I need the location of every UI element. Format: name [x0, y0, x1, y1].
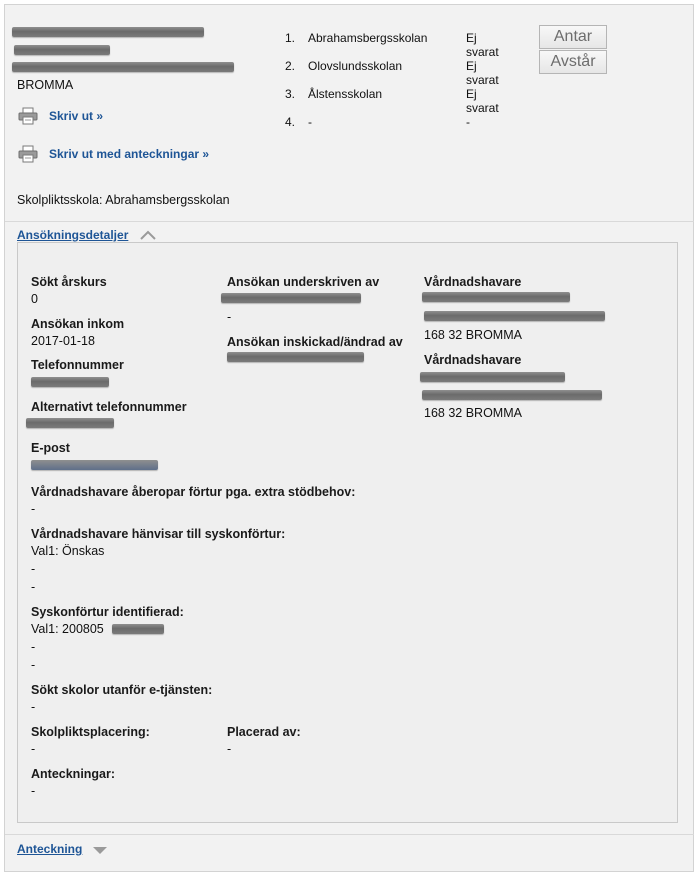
- redacted-guardian1-address: [424, 311, 605, 321]
- redacted-guardian1-name: [422, 292, 570, 302]
- redacted-signed-name: [221, 293, 361, 303]
- choice-number: 3.: [285, 87, 296, 101]
- choice-number: 2.: [285, 59, 296, 73]
- outside-value: -: [31, 700, 36, 714]
- guardian1-label: Vårdnadshavare: [424, 275, 522, 289]
- printer-icon: [18, 145, 38, 163]
- sibling-ref-value: -: [31, 562, 36, 576]
- outside-label: Sökt skolor utanför e-tjänsten:: [31, 683, 213, 697]
- redacted-sibling-id: [112, 624, 164, 634]
- choice-school: Olovslundsskolan: [308, 59, 403, 73]
- notes-value: -: [31, 784, 36, 798]
- guardian2-city: 168 32 BROMMA: [424, 406, 522, 420]
- redacted-alt-phone: [26, 418, 114, 428]
- choice-number: 4.: [285, 115, 296, 129]
- redacted-guardian2-name: [420, 372, 565, 382]
- notes-label: Anteckningar:: [31, 767, 116, 781]
- priority-extra-label: Vårdnadshavare åberopar förtur pga. extra stödbehov:: [31, 485, 356, 499]
- choice-status: Ej svarat: [466, 31, 499, 59]
- choice-school: -: [308, 115, 312, 129]
- notes-section-toggle[interactable]: Anteckning: [17, 842, 83, 856]
- alt-phone-label: Alternativt telefonnummer: [31, 400, 187, 414]
- sibling-id-label: Syskonförtur identifierad:: [31, 605, 184, 619]
- applicant-city: BROMMA: [17, 78, 74, 92]
- compulsory-school: Skolpliktsskola: Abrahamsbergsskolan: [17, 193, 230, 207]
- choice-number: 1.: [285, 31, 296, 45]
- chevron-up-icon[interactable]: [139, 230, 157, 240]
- placement-label: Skolpliktsplacering:: [31, 725, 150, 739]
- grade-label: Sökt årskurs: [31, 275, 107, 289]
- signed-label: Ansökan underskriven av: [227, 275, 380, 289]
- choice-status: Ej svarat: [466, 87, 499, 115]
- placement-value: -: [31, 742, 36, 756]
- sibling-id-value: -: [31, 658, 36, 672]
- sibling-ref-value: Val1: Önskas: [31, 544, 105, 558]
- sibling-ref-label: Vårdnadshavare hänvisar till syskonförtur:: [31, 527, 286, 541]
- divider: [5, 834, 694, 835]
- placed-by-label: Placerad av:: [227, 725, 301, 739]
- redacted-submitted-name: [227, 352, 364, 362]
- grade-value: 0: [31, 292, 38, 306]
- details-section-toggle[interactable]: Ansökningsdetaljer: [17, 228, 129, 242]
- submitted-label: Ansökan inskickad/ändrad av: [227, 335, 403, 349]
- sibling-ref-value: -: [31, 580, 36, 594]
- redacted-guardian2-address: [422, 390, 602, 400]
- redacted-phone: [31, 377, 109, 387]
- email-label: E-post: [31, 441, 70, 455]
- choice-status: Ej svarat: [466, 59, 499, 87]
- guardian1-city: 168 32 BROMMA: [424, 328, 522, 342]
- signed-value: -: [227, 310, 232, 324]
- priority-extra-value: -: [31, 502, 36, 516]
- divider: [5, 221, 694, 222]
- chevron-down-icon[interactable]: [91, 845, 109, 855]
- redacted-address: [12, 62, 234, 72]
- received-label: Ansökan inkom: [31, 317, 125, 331]
- choice-status: -: [466, 115, 470, 129]
- accept-button[interactable]: Antar: [539, 25, 607, 49]
- choice-school: Ålstensskolan: [308, 87, 383, 101]
- guardian2-label: Vårdnadshavare: [424, 353, 522, 367]
- phone-label: Telefonnummer: [31, 358, 124, 372]
- received-value: 2017-01-18: [31, 334, 95, 348]
- redacted-applicant-name: [12, 27, 204, 37]
- print-link[interactable]: Skriv ut »: [49, 109, 104, 123]
- printer-icon: [18, 107, 38, 125]
- redacted-email[interactable]: [31, 460, 158, 470]
- print-with-notes-link[interactable]: Skriv ut med anteckningar »: [49, 147, 210, 161]
- sibling-id-value: Val1: 200805: [31, 622, 104, 636]
- decline-button[interactable]: Avstår: [539, 50, 607, 74]
- sibling-id-value: -: [31, 640, 36, 654]
- placed-by-value: -: [227, 742, 232, 756]
- choice-school: Abrahamsbergsskolan: [308, 31, 428, 45]
- redacted-personal-number: [14, 45, 110, 55]
